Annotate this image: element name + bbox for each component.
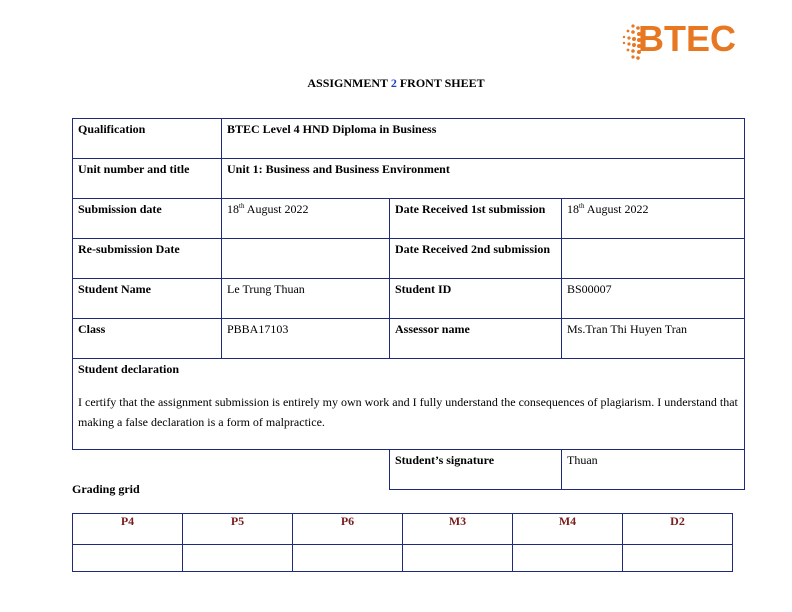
btec-logo-text: BTEC bbox=[638, 18, 736, 59]
student-id-label: Student ID bbox=[390, 279, 562, 319]
grade-cell bbox=[183, 545, 293, 572]
assessor-value: Ms.Tran Thi Huyen Tran bbox=[562, 319, 745, 359]
grade-header: M3 bbox=[403, 514, 513, 545]
date-received-2-label: Date Received 2nd submission bbox=[390, 239, 562, 279]
row-qualification bbox=[73, 119, 745, 159]
date-received-1-day: 18 bbox=[567, 202, 579, 216]
resubmission-value bbox=[222, 239, 390, 279]
grading-grid-label: Grading grid bbox=[72, 482, 140, 496]
grading-value-row bbox=[73, 545, 733, 572]
signature-label: Student’s signature bbox=[390, 450, 562, 490]
row-declaration bbox=[73, 359, 745, 450]
date-received-1-sup: th bbox=[579, 202, 585, 210]
signature-value: Thuan bbox=[562, 450, 745, 490]
unit-value: Unit 1: Business and Business Environment bbox=[222, 159, 745, 199]
qualification-label: Qualification bbox=[73, 119, 222, 159]
grade-cell bbox=[513, 545, 623, 572]
date-received-2-value bbox=[562, 239, 745, 279]
row-unit bbox=[73, 159, 745, 199]
grade-cell bbox=[403, 545, 513, 572]
submission-date-rest: August 2022 bbox=[244, 202, 309, 216]
grade-cell bbox=[73, 545, 183, 572]
grade-header: M4 bbox=[513, 514, 623, 545]
date-received-1-value bbox=[562, 199, 745, 239]
declaration-text: I certify that the assignment submission is entirely my own work and I fully understand the consequences of plagiarism. I understand that making a false declaration is a form of malpractice. bbox=[78, 395, 738, 429]
grading-grid-table bbox=[72, 513, 733, 572]
title-suffix: FRONT SHEET bbox=[396, 76, 485, 90]
declaration-heading: Student declaration bbox=[78, 362, 180, 376]
assessor-label: Assessor name bbox=[390, 319, 562, 359]
student-declaration bbox=[73, 359, 745, 450]
grade-header: P6 bbox=[293, 514, 403, 545]
student-name-label: Student Name bbox=[73, 279, 222, 319]
date-received-1-label: Date Received 1st submission bbox=[390, 199, 562, 239]
grade-header: D2 bbox=[623, 514, 733, 545]
class-value: PBBA17103 bbox=[222, 319, 390, 359]
grade-cell bbox=[623, 545, 733, 572]
grade-header: P5 bbox=[183, 514, 293, 545]
date-received-1-rest: August 2022 bbox=[584, 202, 649, 216]
row-submission-date bbox=[73, 199, 745, 239]
unit-label: Unit number and title bbox=[73, 159, 222, 199]
class-label: Class bbox=[73, 319, 222, 359]
grade-header: P4 bbox=[73, 514, 183, 545]
row-class bbox=[73, 319, 745, 359]
grade-cell bbox=[293, 545, 403, 572]
qualification-value: BTEC Level 4 HND Diploma in Business bbox=[222, 119, 745, 159]
row-resubmission bbox=[73, 239, 745, 279]
title-prefix: ASSIGNMENT bbox=[307, 76, 391, 90]
grading-header-row bbox=[73, 514, 733, 545]
btec-logo bbox=[620, 18, 740, 62]
submission-date-sup: th bbox=[239, 202, 245, 210]
front-sheet-table bbox=[72, 118, 745, 490]
row-signature bbox=[73, 450, 745, 490]
submission-date-label: Submission date bbox=[73, 199, 222, 239]
submission-date-day: 18 bbox=[227, 202, 239, 216]
page-title bbox=[0, 76, 792, 90]
submission-date-value bbox=[222, 199, 390, 239]
resubmission-label: Re-submission Date bbox=[73, 239, 222, 279]
student-id-value: BS00007 bbox=[562, 279, 745, 319]
student-name-value: Le Trung Thuan bbox=[222, 279, 390, 319]
row-student-name bbox=[73, 279, 745, 319]
title-number: 2 bbox=[390, 76, 397, 90]
